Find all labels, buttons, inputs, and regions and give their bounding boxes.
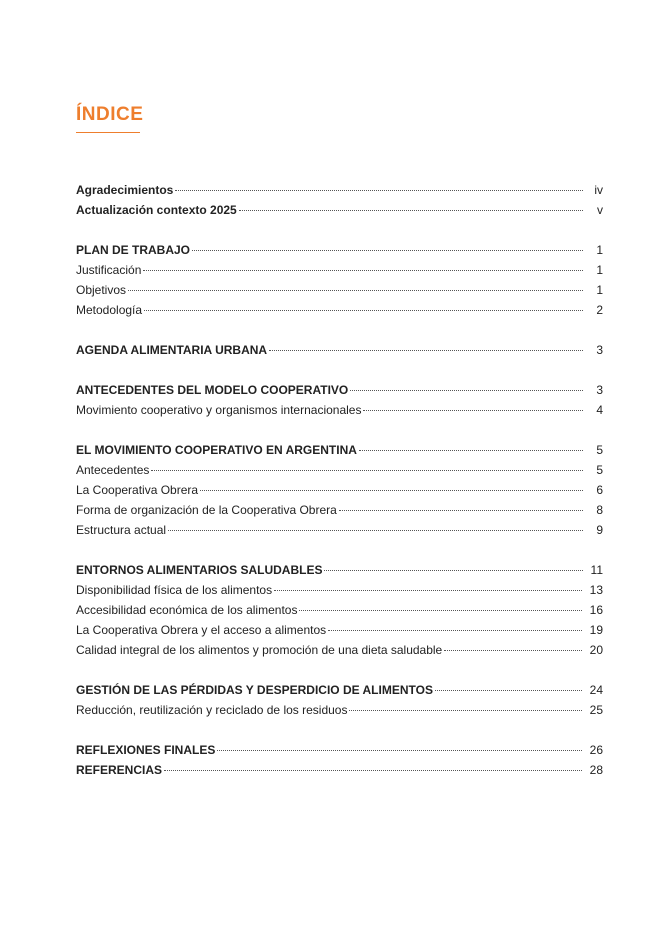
toc-dot-leader	[144, 309, 583, 311]
toc-entry-label: Estructura actual	[76, 523, 167, 537]
toc-entry-page-number: 26	[589, 743, 603, 757]
title-underline	[76, 132, 140, 133]
toc-dot-leader	[324, 569, 582, 571]
toc-entry-page-number: 9	[596, 523, 603, 537]
toc-dot-leader	[217, 749, 581, 751]
toc-entry-label: ANTECEDENTES DEL MODELO COOPERATIVO	[76, 383, 349, 397]
toc-entry-label: Disponibilidad física de los alimentos	[76, 583, 273, 597]
toc-entry[interactable]	[76, 560, 603, 580]
toc-entry-page-number: 5	[596, 443, 603, 457]
toc-entry-page-number: 1	[596, 283, 603, 297]
toc-entry-label: Forma de organización de la Cooperativa Obrera	[76, 503, 337, 517]
toc-dot-leader	[175, 189, 583, 191]
toc-entry-label: EL MOVIMIENTO COOPERATIVO EN ARGENTINA	[76, 443, 357, 457]
toc-dot-leader	[192, 249, 583, 251]
toc-entry-page-number: 2	[596, 303, 603, 317]
toc-entry-page-number: 20	[589, 643, 603, 657]
toc-entry-page-number: 25	[589, 703, 603, 717]
toc-entry[interactable]	[76, 680, 603, 700]
toc-dot-leader	[200, 489, 583, 491]
toc-entry-page-number: 24	[589, 683, 603, 697]
toc-entry-label: REFLEXIONES FINALES	[76, 743, 216, 757]
toc-dot-leader	[444, 649, 581, 651]
toc-dot-leader	[435, 689, 582, 691]
toc-dot-leader	[164, 769, 582, 771]
toc-entry[interactable]	[76, 580, 603, 600]
toc-entry-page-number: 8	[596, 503, 603, 517]
toc-entry[interactable]	[76, 760, 603, 780]
toc-entry[interactable]	[76, 260, 603, 280]
toc-entry-label: Calidad integral de los alimentos y promoción de una dieta saludable	[76, 643, 443, 657]
toc-dot-leader	[359, 449, 583, 451]
toc-entry-label: Metodología	[76, 303, 143, 317]
toc-entry[interactable]	[76, 180, 603, 200]
toc-entry[interactable]	[76, 440, 603, 460]
toc-entry[interactable]	[76, 500, 603, 520]
toc-entry-label: Accesibilidad económica de los alimentos	[76, 603, 298, 617]
toc-entry-label: PLAN DE TRABAJO	[76, 243, 191, 257]
toc-dot-leader	[328, 629, 582, 631]
toc-entry-page-number: 5	[596, 463, 603, 477]
toc-entry[interactable]	[76, 700, 603, 720]
toc-dot-leader	[363, 409, 583, 411]
toc-dot-leader	[128, 289, 583, 291]
toc-entry-page-number: 11	[590, 563, 603, 577]
toc-dot-leader	[339, 509, 583, 511]
toc-entry-page-number: 19	[589, 623, 603, 637]
toc-entry[interactable]	[76, 200, 603, 220]
toc-entry-page-number: 16	[589, 603, 603, 617]
toc-dot-leader	[299, 609, 581, 611]
toc-entry-label: Movimiento cooperativo y organismos internacionales	[76, 403, 362, 417]
toc-dot-leader	[168, 529, 583, 531]
toc-dot-leader	[269, 349, 583, 351]
toc-entry-label: AGENDA ALIMENTARIA URBANA	[76, 343, 268, 357]
toc-entry-label: Justificación	[76, 263, 142, 277]
toc-entry-label: REFERENCIAS	[76, 763, 163, 777]
toc-entry-label: ENTORNOS ALIMENTARIOS SALUDABLES	[76, 563, 323, 577]
toc-entry-page-number: 1	[596, 243, 603, 257]
toc-entry-page-number: 28	[589, 763, 603, 777]
toc-entry-page-number: 4	[596, 403, 603, 417]
toc-entry-label: Actualización contexto 2025	[76, 203, 237, 217]
toc-entry-page-number: 13	[589, 583, 603, 597]
toc-dot-leader	[151, 469, 583, 471]
toc-dot-leader	[274, 589, 582, 591]
toc-entry-label: La Cooperativa Obrera	[76, 483, 199, 497]
toc-entry[interactable]	[76, 740, 603, 760]
toc-entry-label: GESTIÓN DE LAS PÉRDIDAS Y DESPERDICIO DE ALIMENTOS	[76, 683, 433, 697]
toc-entry[interactable]	[76, 400, 603, 420]
toc-dot-leader	[239, 209, 583, 211]
toc-entry[interactable]	[76, 640, 603, 660]
toc-entry[interactable]	[76, 460, 603, 480]
toc-entry[interactable]	[76, 520, 603, 540]
toc-entry[interactable]	[76, 280, 603, 300]
toc-entry-page-number: v	[597, 203, 603, 217]
toc-entry[interactable]	[76, 620, 603, 640]
toc-dot-leader	[350, 389, 583, 391]
toc-dot-leader	[143, 269, 583, 271]
toc-entry[interactable]	[76, 480, 603, 500]
toc-entry-page-number: 3	[596, 343, 603, 357]
toc-entry[interactable]	[76, 300, 603, 320]
toc-entry-label: Agradecimientos	[76, 183, 174, 197]
toc-entry-label: Reducción, reutilización y reciclado de los residuos	[76, 703, 348, 717]
toc-entry-label: La Cooperativa Obrera y el acceso a alimentos	[76, 623, 327, 637]
toc-entry[interactable]	[76, 240, 603, 260]
toc-entry-label: Antecedentes	[76, 463, 150, 477]
toc-entry-page-number: 3	[596, 383, 603, 397]
table-of-contents	[76, 180, 603, 780]
toc-dot-leader	[349, 709, 581, 711]
page-title: ÍNDICE	[76, 104, 144, 125]
toc-entry[interactable]	[76, 600, 603, 620]
toc-entry-label: Objetivos	[76, 283, 127, 297]
toc-entry-page-number: 1	[596, 263, 603, 277]
toc-entry-page-number: iv	[594, 183, 603, 197]
toc-entry[interactable]	[76, 380, 603, 400]
toc-entry[interactable]	[76, 340, 603, 360]
toc-entry-page-number: 6	[596, 483, 603, 497]
